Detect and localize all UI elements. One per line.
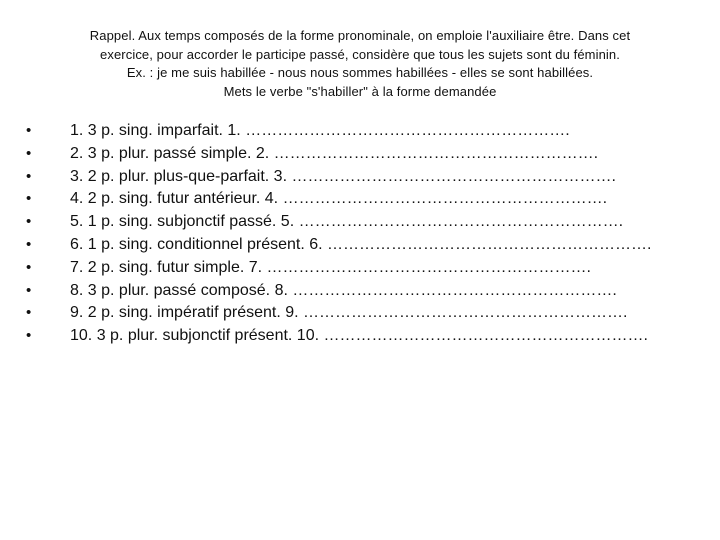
bullet-icon: • <box>26 144 32 162</box>
exercise-text: 2. 3 p. plur. passé simple. 2. ……………………………………………………. <box>70 144 599 162</box>
exercise-text: 5. 1 p. sing. subjonctif passé. 5. ……………………………………………………. <box>70 213 624 231</box>
exercise-text: 6. 1 p. sing. conditionnel présent. 6. ……………………………………………………. <box>70 235 652 253</box>
exercise-text: 3. 2 p. plur. plus-que-parfait. 3. ……………………………………………………. <box>70 167 616 185</box>
bullet-icon: • <box>26 213 32 231</box>
exercise-text: 9. 2 p. sing. impératif présent. 9. ……………………………………………………. <box>70 304 628 322</box>
task-line: Mets le verbe "s'habiller" à la forme demandée <box>223 83 497 99</box>
bullet-icon: • <box>26 281 32 299</box>
exercise-text: 10. 3 p. plur. subjonctif présent. 10. ……………………………………………………. <box>70 327 648 345</box>
instructions-block <box>40 27 680 101</box>
bullet-icon: • <box>26 167 32 185</box>
bullet-icon: • <box>26 258 32 276</box>
exercise-text: 8. 3 p. plur. passé composé. 8. ……………………………………………………. <box>70 281 617 299</box>
example-line: Ex. : je me suis habillée - nous nous sommes habillées - elles se sont habillées. <box>126 65 594 80</box>
exercise-text: 1. 3 p. sing. imparfait. 1. ……………………………………………………. <box>70 122 570 139</box>
bullet-icon: • <box>26 190 32 208</box>
instruction-line: exercice, pour accorder le participe passé, considère que tous les sujets sont du féminin. <box>100 46 620 62</box>
bullet-icon: • <box>26 304 32 322</box>
instruction-line: Rappel. Aux temps composés de la forme pronominale, on emploie l'auxiliaire être. Dans cet <box>89 28 631 43</box>
exercise-text: 4. 2 p. sing. futur antérieur. 4. ……………………………………………………. <box>70 190 608 208</box>
bullet-icon: • <box>26 235 32 253</box>
exercise-text: 7. 2 p. sing. futur simple. 7. ……………………………………………………. <box>70 258 591 276</box>
bullet-icon: • <box>26 122 32 139</box>
bullet-icon: • <box>26 327 32 345</box>
